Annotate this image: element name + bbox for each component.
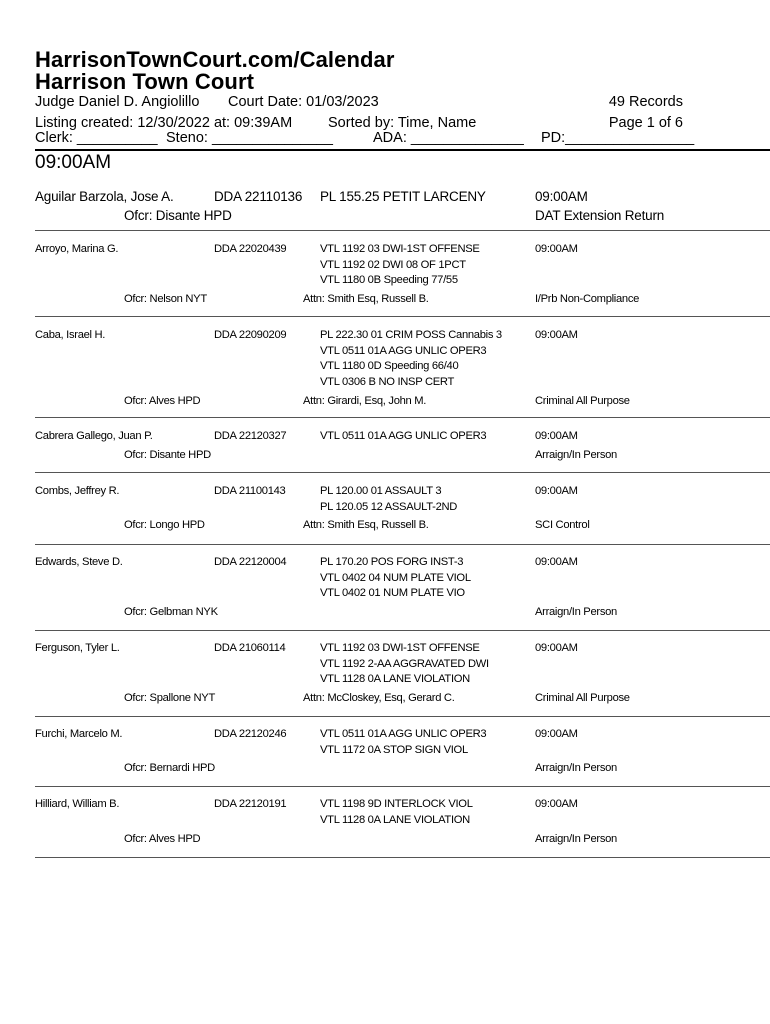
docket-number: DDA 22120327: [214, 430, 287, 442]
charges-list: [320, 242, 480, 289]
officer: Ofcr: Gelbman NYK: [124, 606, 218, 618]
docket-number: DDA 21100143: [214, 485, 286, 497]
charge-line: PL 120.05 12 ASSAULT-2ND: [320, 500, 458, 513]
officer: Ofcr: Disante HPD: [124, 208, 232, 223]
steno-field: Steno: _______________: [166, 130, 333, 146]
appearance-purpose: Criminal All Purpose: [535, 395, 630, 407]
charge-line: VTL 1192 02 DWI 08 OF 1PCT: [320, 258, 466, 271]
row-divider: [35, 786, 770, 787]
charge-line: PL 170.20 POS FORG INST-3: [320, 556, 464, 568]
defendant-name: Edwards, Steve D.: [35, 556, 123, 568]
clerk-field: Clerk: __________: [35, 130, 158, 146]
defendant-name: Hilliard, William B.: [35, 798, 120, 810]
charge-line: VTL 1128 0A LANE VIOLATION: [320, 813, 470, 826]
charges-list: [320, 429, 486, 445]
row-divider: [35, 630, 770, 631]
appearance-purpose: Arraign/In Person: [535, 606, 617, 618]
defendant-name: Aguilar Barzola, Jose A.: [35, 189, 174, 204]
header-divider: [35, 149, 770, 151]
charge-line: VTL 1192 2-AA AGGRAVATED DWI: [320, 657, 489, 670]
charge-line: VTL 0511 01A AGG UNLIC OPER3: [320, 430, 487, 442]
officer: Ofcr: Nelson NYT: [124, 293, 207, 305]
charges-list: [320, 641, 489, 688]
charge-line: VTL 1192 03 DWI-1ST OFFENSE: [320, 642, 480, 654]
officer: Ofcr: Spallone NYT: [124, 692, 215, 704]
appearance-time: 09:00AM: [535, 798, 578, 810]
charge-line: PL 120.00 01 ASSAULT 3: [320, 485, 442, 497]
defendant-name: Furchi, Marcelo M.: [35, 728, 123, 740]
charge-line: VTL 0402 01 NUM PLATE VIO: [320, 587, 465, 599]
pd-field: PD:________________: [541, 130, 695, 146]
record-count: 49 Records: [608, 94, 683, 110]
appearance-purpose: Arraign/In Person: [535, 833, 617, 845]
appearance-time: 09:00AM: [535, 189, 588, 204]
appearance-time: 09:00AM: [535, 642, 578, 654]
appearance-purpose: Criminal All Purpose: [535, 692, 630, 704]
attorney: Attn: Girardi, Esq, John M.: [303, 395, 427, 407]
judge-name: Judge Daniel D. Angiolillo: [35, 94, 200, 110]
appearance-time: 09:00AM: [535, 728, 578, 740]
appearance-purpose: SCI Control: [535, 519, 590, 531]
docket-number: DDA 22110136: [214, 189, 303, 204]
appearance-purpose: I/Prb Non-Compliance: [535, 293, 640, 305]
docket-number: DDA 21060114: [214, 642, 286, 654]
charges-list: [320, 555, 471, 602]
court-title: Harrison Town Court: [35, 69, 255, 94]
sorted-by: Sorted by: Time, Name: [328, 115, 477, 131]
officer: Ofcr: Bernardi HPD: [124, 762, 215, 774]
charge-line: VTL 1198 9D INTERLOCK VIOL: [320, 798, 473, 810]
charge-line: VTL 1180 0D Speeding 66/40: [320, 360, 459, 372]
docket-number: DDA 22020439: [214, 243, 287, 255]
listing-created: Listing created: 12/30/2022 at: 09:39AM: [35, 115, 293, 131]
attorney: Attn: Smith Esq, Russell B.: [303, 293, 429, 305]
appearance-purpose: Arraign/In Person: [535, 762, 617, 774]
charge-line: VTL 0511 01A AGG UNLIC OPER3: [320, 344, 487, 357]
page-number: Page 1 of 6: [608, 115, 683, 131]
appearance-purpose: Arraign/In Person: [535, 449, 617, 461]
ada-field: ADA: ______________: [373, 130, 524, 146]
officer: Ofcr: Alves HPD: [124, 395, 201, 407]
defendant-name: Arroyo, Marina G.: [35, 243, 119, 255]
attorney: Attn: Smith Esq, Russell B.: [303, 519, 429, 531]
charge-line: VTL 0511 01A AGG UNLIC OPER3: [320, 728, 487, 740]
docket-number: DDA 22120246: [214, 728, 287, 740]
officer: Ofcr: Alves HPD: [124, 833, 201, 845]
row-divider: [35, 472, 770, 473]
charge-line: VTL 1192 03 DWI-1ST OFFENSE: [320, 243, 480, 255]
docket-number: DDA 22090209: [214, 329, 287, 341]
officer: Ofcr: Longo HPD: [124, 519, 205, 531]
row-divider: [35, 230, 770, 231]
defendant-name: Caba, Israel H.: [35, 329, 106, 341]
row-divider: [35, 716, 770, 717]
appearance-time: 09:00AM: [535, 430, 578, 442]
officer: Ofcr: Disante HPD: [124, 449, 211, 461]
row-divider: [35, 857, 770, 858]
charges-list: [320, 188, 486, 206]
charges-list: [320, 484, 457, 515]
time-slot-heading: 09:00AM: [35, 152, 112, 173]
site-title: HarrisonTownCourt.com/Calendar: [35, 47, 395, 72]
charges-list: [320, 328, 502, 390]
charge-line: PL 222.30 01 CRIM POSS Cannabis 3: [320, 329, 502, 341]
appearance-purpose: DAT Extension Return: [535, 208, 665, 223]
charge-line: VTL 1128 0A LANE VIOLATION: [320, 673, 470, 685]
row-divider: [35, 417, 770, 418]
appearance-time: 09:00AM: [535, 485, 578, 497]
appearance-time: 09:00AM: [535, 243, 578, 255]
charges-list: [320, 727, 486, 758]
row-divider: [35, 544, 770, 545]
charge-line: VTL 1180 0B Speeding 77/55: [320, 274, 458, 286]
court-date: Court Date: 01/03/2023: [228, 94, 379, 110]
defendant-name: Cabrera Gallego, Juan P.: [35, 430, 153, 442]
attorney: Attn: McCloskey, Esq, Gerard C.: [303, 692, 455, 704]
charge-line: VTL 1172 0A STOP SIGN VIOL: [320, 743, 468, 756]
charge-line: VTL 0306 B NO INSP CERT: [320, 375, 455, 388]
row-divider: [35, 316, 770, 317]
docket-number: DDA 22120191: [214, 798, 287, 810]
charge-line: VTL 0402 04 NUM PLATE VIOL: [320, 571, 471, 584]
defendant-name: Combs, Jeffrey R.: [35, 485, 120, 497]
appearance-time: 09:00AM: [535, 556, 578, 568]
docket-number: DDA 22120004: [214, 556, 287, 568]
appearance-time: 09:00AM: [535, 329, 578, 341]
charge-line: PL 155.25 PETIT LARCENY: [320, 189, 486, 204]
defendant-name: Ferguson, Tyler L.: [35, 642, 120, 654]
charges-list: [320, 797, 473, 828]
